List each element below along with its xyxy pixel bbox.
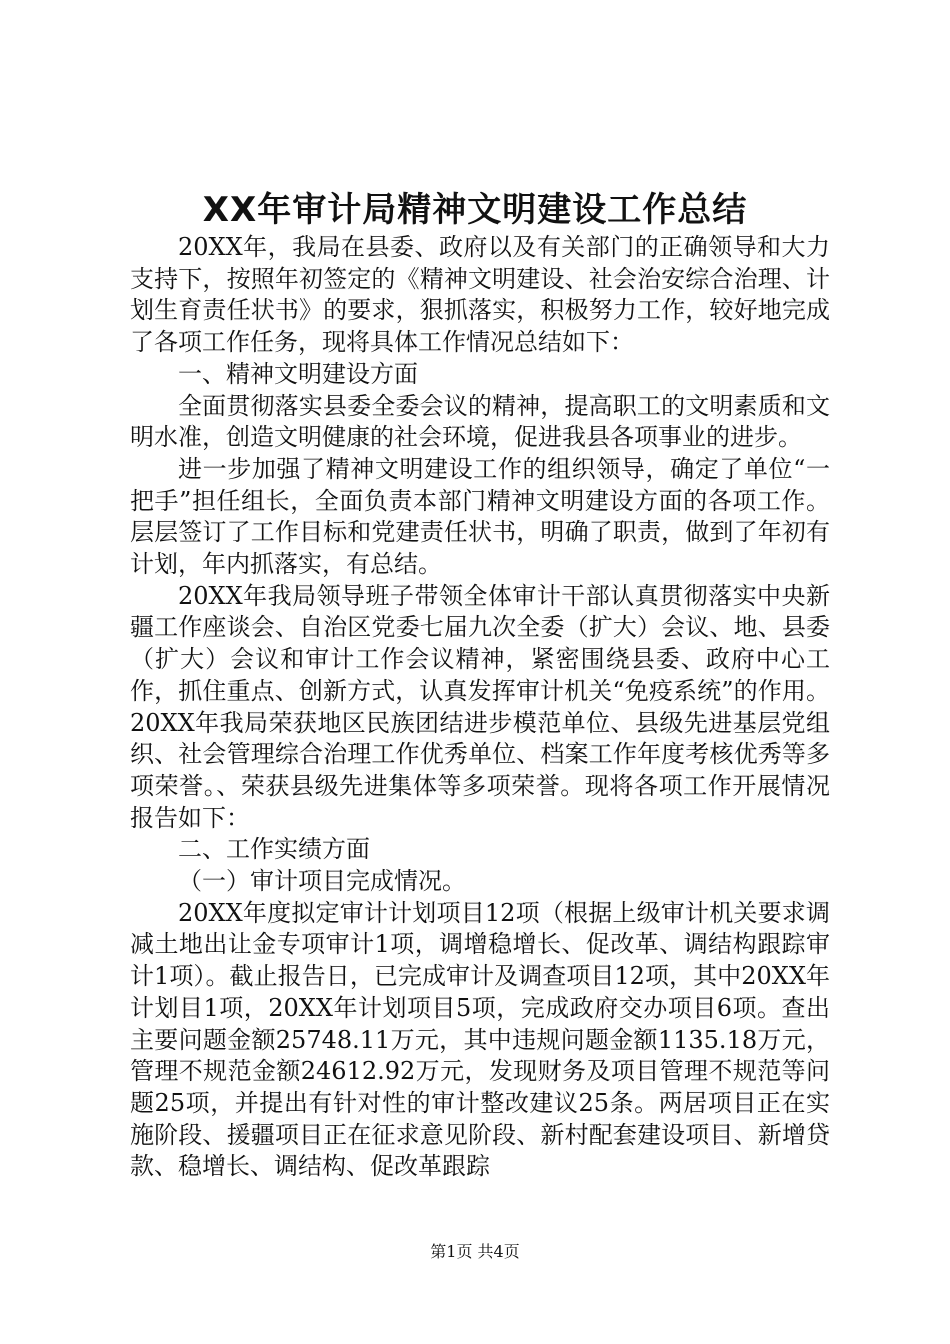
paragraph: 进一步加强了精神文明建设工作的组织领导，确定了单位“一把手”担任组长，全面负责本部门精神文明建设方面的各项工作。层层签订了工作目标和党建责任状书，明确了职责，做到了年初有计划，年内抓落实，有总结。	[130, 454, 830, 579]
document-body	[130, 232, 830, 1183]
page-footer: 第1页 共4页	[430, 1242, 520, 1261]
subsection-heading: （一）审计项目完成情况。	[178, 867, 466, 896]
section-heading: 二、工作实绩方面	[178, 835, 370, 864]
document-title: XX年审计局精神文明建设工作总结	[202, 190, 748, 230]
paragraph: 20XX年，我局在县委、政府以及有关部门的正确领导和大力支持下，按照年初签定的《精神文明建设、社会治安综合治理、计划生育责任状书》的要求，狠抓落实，积极努力工作，较好地完成了各项工作任务，现将具体工作情况总结如下：	[130, 233, 830, 357]
paragraph: 全面贯彻落实县委全委会议的精神，提高职工的文明素质和文明水准，创造文明健康的社会环境，促进我县各项事业的进步。	[130, 391, 830, 452]
paragraph: 20XX年度拟定审计计划项目12项（根据上级审计机关要求调减土地出让金专项审计1项，调增稳增长、促改革、调结构跟踪审计1项）。截止报告日，已完成审计及调查项目12项，其中20XX年计划目1项，20XX年计划项目5项，完成政府交办项目6项。查出主要问题金额25748.11万元，其中违规问题金额1135.18万元，管理不规范金额24612.92万元，发现财务及项目管理不规范等问题25项，并提出有针对性的审计整改建议25条。两居项目正在实施阶段、援疆项目正在征求意见阶段、新村配套建设项目、新增贷款、稳增长、调结构、促改革跟踪	[130, 898, 830, 1181]
section-heading: 一、精神文明建设方面	[178, 359, 418, 388]
paragraph: 20XX年我局领导班子带领全体审计干部认真贯彻落实中央新疆工作座谈会、自治区党委七届九次全委（扩大）会议、地、县委（扩大）会议和审计工作会议精神，紧密围绕县委、政府中心工作，抓住重点、创新方式，认真发挥审计机关“免疫系统”的作用。20XX年我局荣获地区民族团结进步模范单位、县级先进基层党组织、社会管理综合治理工作优秀单位、档案工作年度考核优秀等多项荣誉。、荣获县级先进集体等多项荣誉。现将各项工作开展情况报告如下：	[130, 581, 830, 832]
